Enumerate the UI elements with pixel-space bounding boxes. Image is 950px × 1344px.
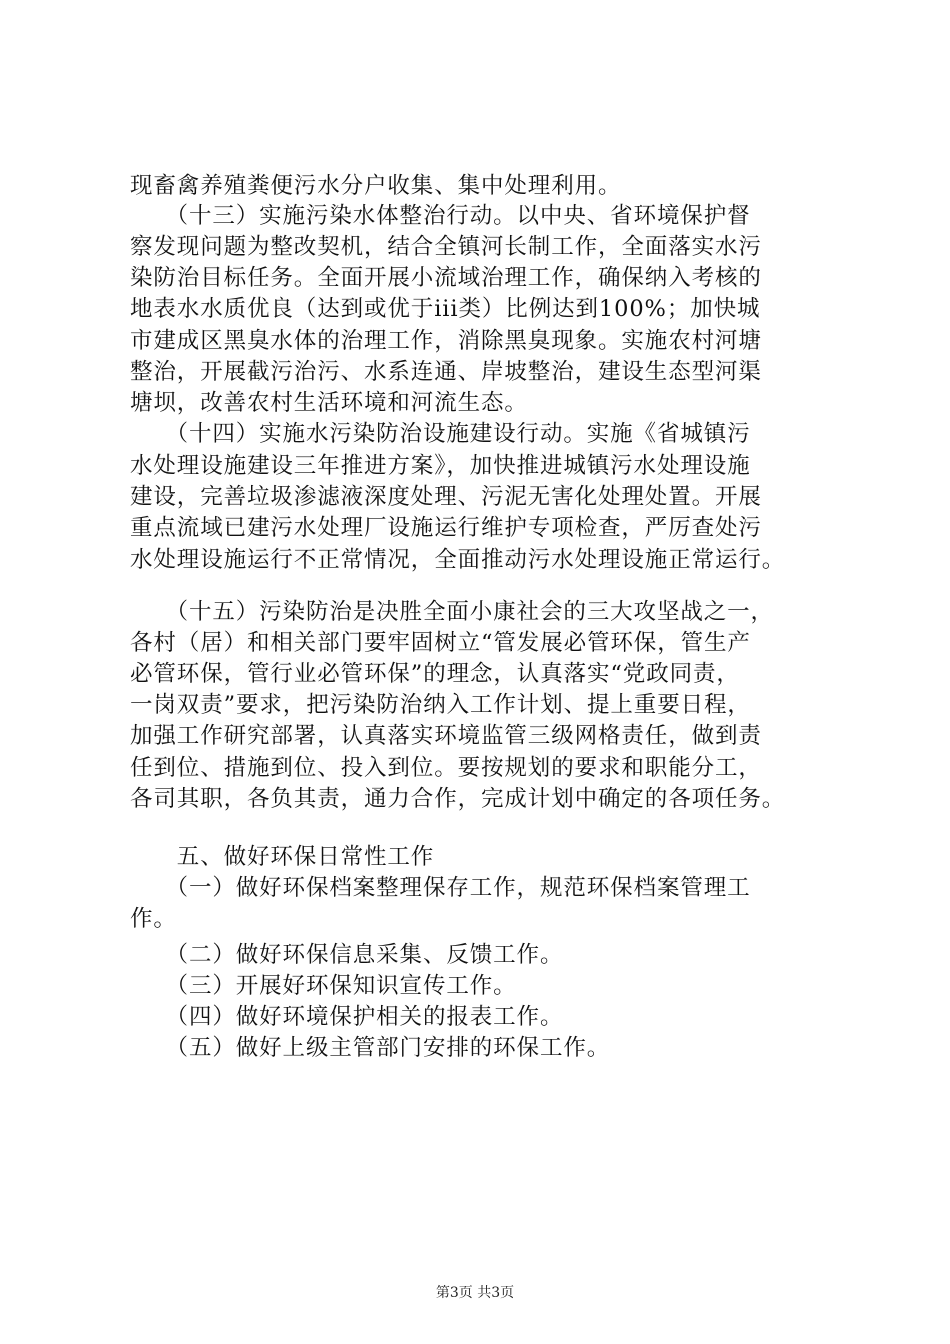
body-text-line: 现畜禽养殖粪便污水分户收集、集中处理利用。 (130, 173, 622, 199)
body-text-line: 塘坝，改善农村生活环境和河流生态。 (130, 390, 528, 416)
body-text-line: 染防治目标任务。全面开展小流域治理工作，确保纳入考核的 (130, 265, 762, 291)
body-text-line: 整治，开展截污治污、水系连通、岸坡整治，建设生态型河渠 (130, 359, 762, 385)
body-text-line: 察发现问题为整改契机，结合全镇河长制工作，全面落实水污 (130, 234, 762, 260)
body-text-line: 各司其职，各负其责，通力合作，完成计划中确定的各项任务。 (130, 786, 786, 812)
page-number-footer: 第3页 共3页 (435, 1285, 515, 1301)
body-text-line: 任到位、措施到位、投入到位。要按规划的要求和职能分工， (130, 755, 762, 781)
body-text-line: 必管环保，管行业必管环保”的理念，认真落实“党政同责， (130, 661, 740, 687)
body-text-line: 市建成区黑臭水体的治理工作，消除黑臭现象。实施农村河塘 (130, 328, 762, 354)
body-text-line: （一）做好环保档案整理保存工作，规范环保档案管理工 (130, 875, 751, 901)
body-text-line: （五）做好上级主管部门安排的环保工作。 (130, 1035, 611, 1061)
section-heading: 五、做好环保日常性工作 (130, 844, 435, 870)
body-text-line: 作。 (130, 906, 177, 932)
body-text-line: （十三）实施污染水体整治行动。以中央、省环境保护督 (130, 203, 751, 229)
body-text-line: （三）开展好环保知识宣传工作。 (130, 973, 517, 999)
body-text-line: 加强工作研究部署，认真落实环境监管三级网格责任，做到责 (130, 723, 762, 749)
body-text-line: 一岗双责”要求，把污染防治纳入工作计划、提上重要日程， (130, 692, 751, 718)
body-text-line: （十五）污染防治是决胜全面小康社会的三大攻坚战之一， (130, 599, 774, 625)
body-text-line: 水处理设施建设三年推进方案》，加快推进城镇污水处理设施 (130, 453, 751, 479)
body-text-line: （四）做好环境保护相关的报表工作。 (130, 1004, 564, 1030)
body-text-line: 重点流域已建污水处理厂设施运行维护专项检查，严厉查处污 (130, 515, 762, 541)
body-text-line: （二）做好环保信息采集、反馈工作。 (130, 942, 564, 968)
body-text-line: （十四）实施水污染防治设施建设行动。实施《省城镇污 (130, 421, 751, 447)
body-text-line: 各村（居）和相关部门要牢固树立“管发展必管环保，管生产 (130, 630, 751, 656)
body-text-line: 地表水水质优良（达到或优于iii类）比例达到100%；加快城 (130, 296, 761, 322)
body-text-line: 水处理设施运行不正常情况，全面推动污水处理设施正常运行。 (130, 547, 786, 573)
body-text-line: 建设，完善垃圾渗滤液深度处理、污泥无害化处理处置。开展 (130, 484, 762, 510)
